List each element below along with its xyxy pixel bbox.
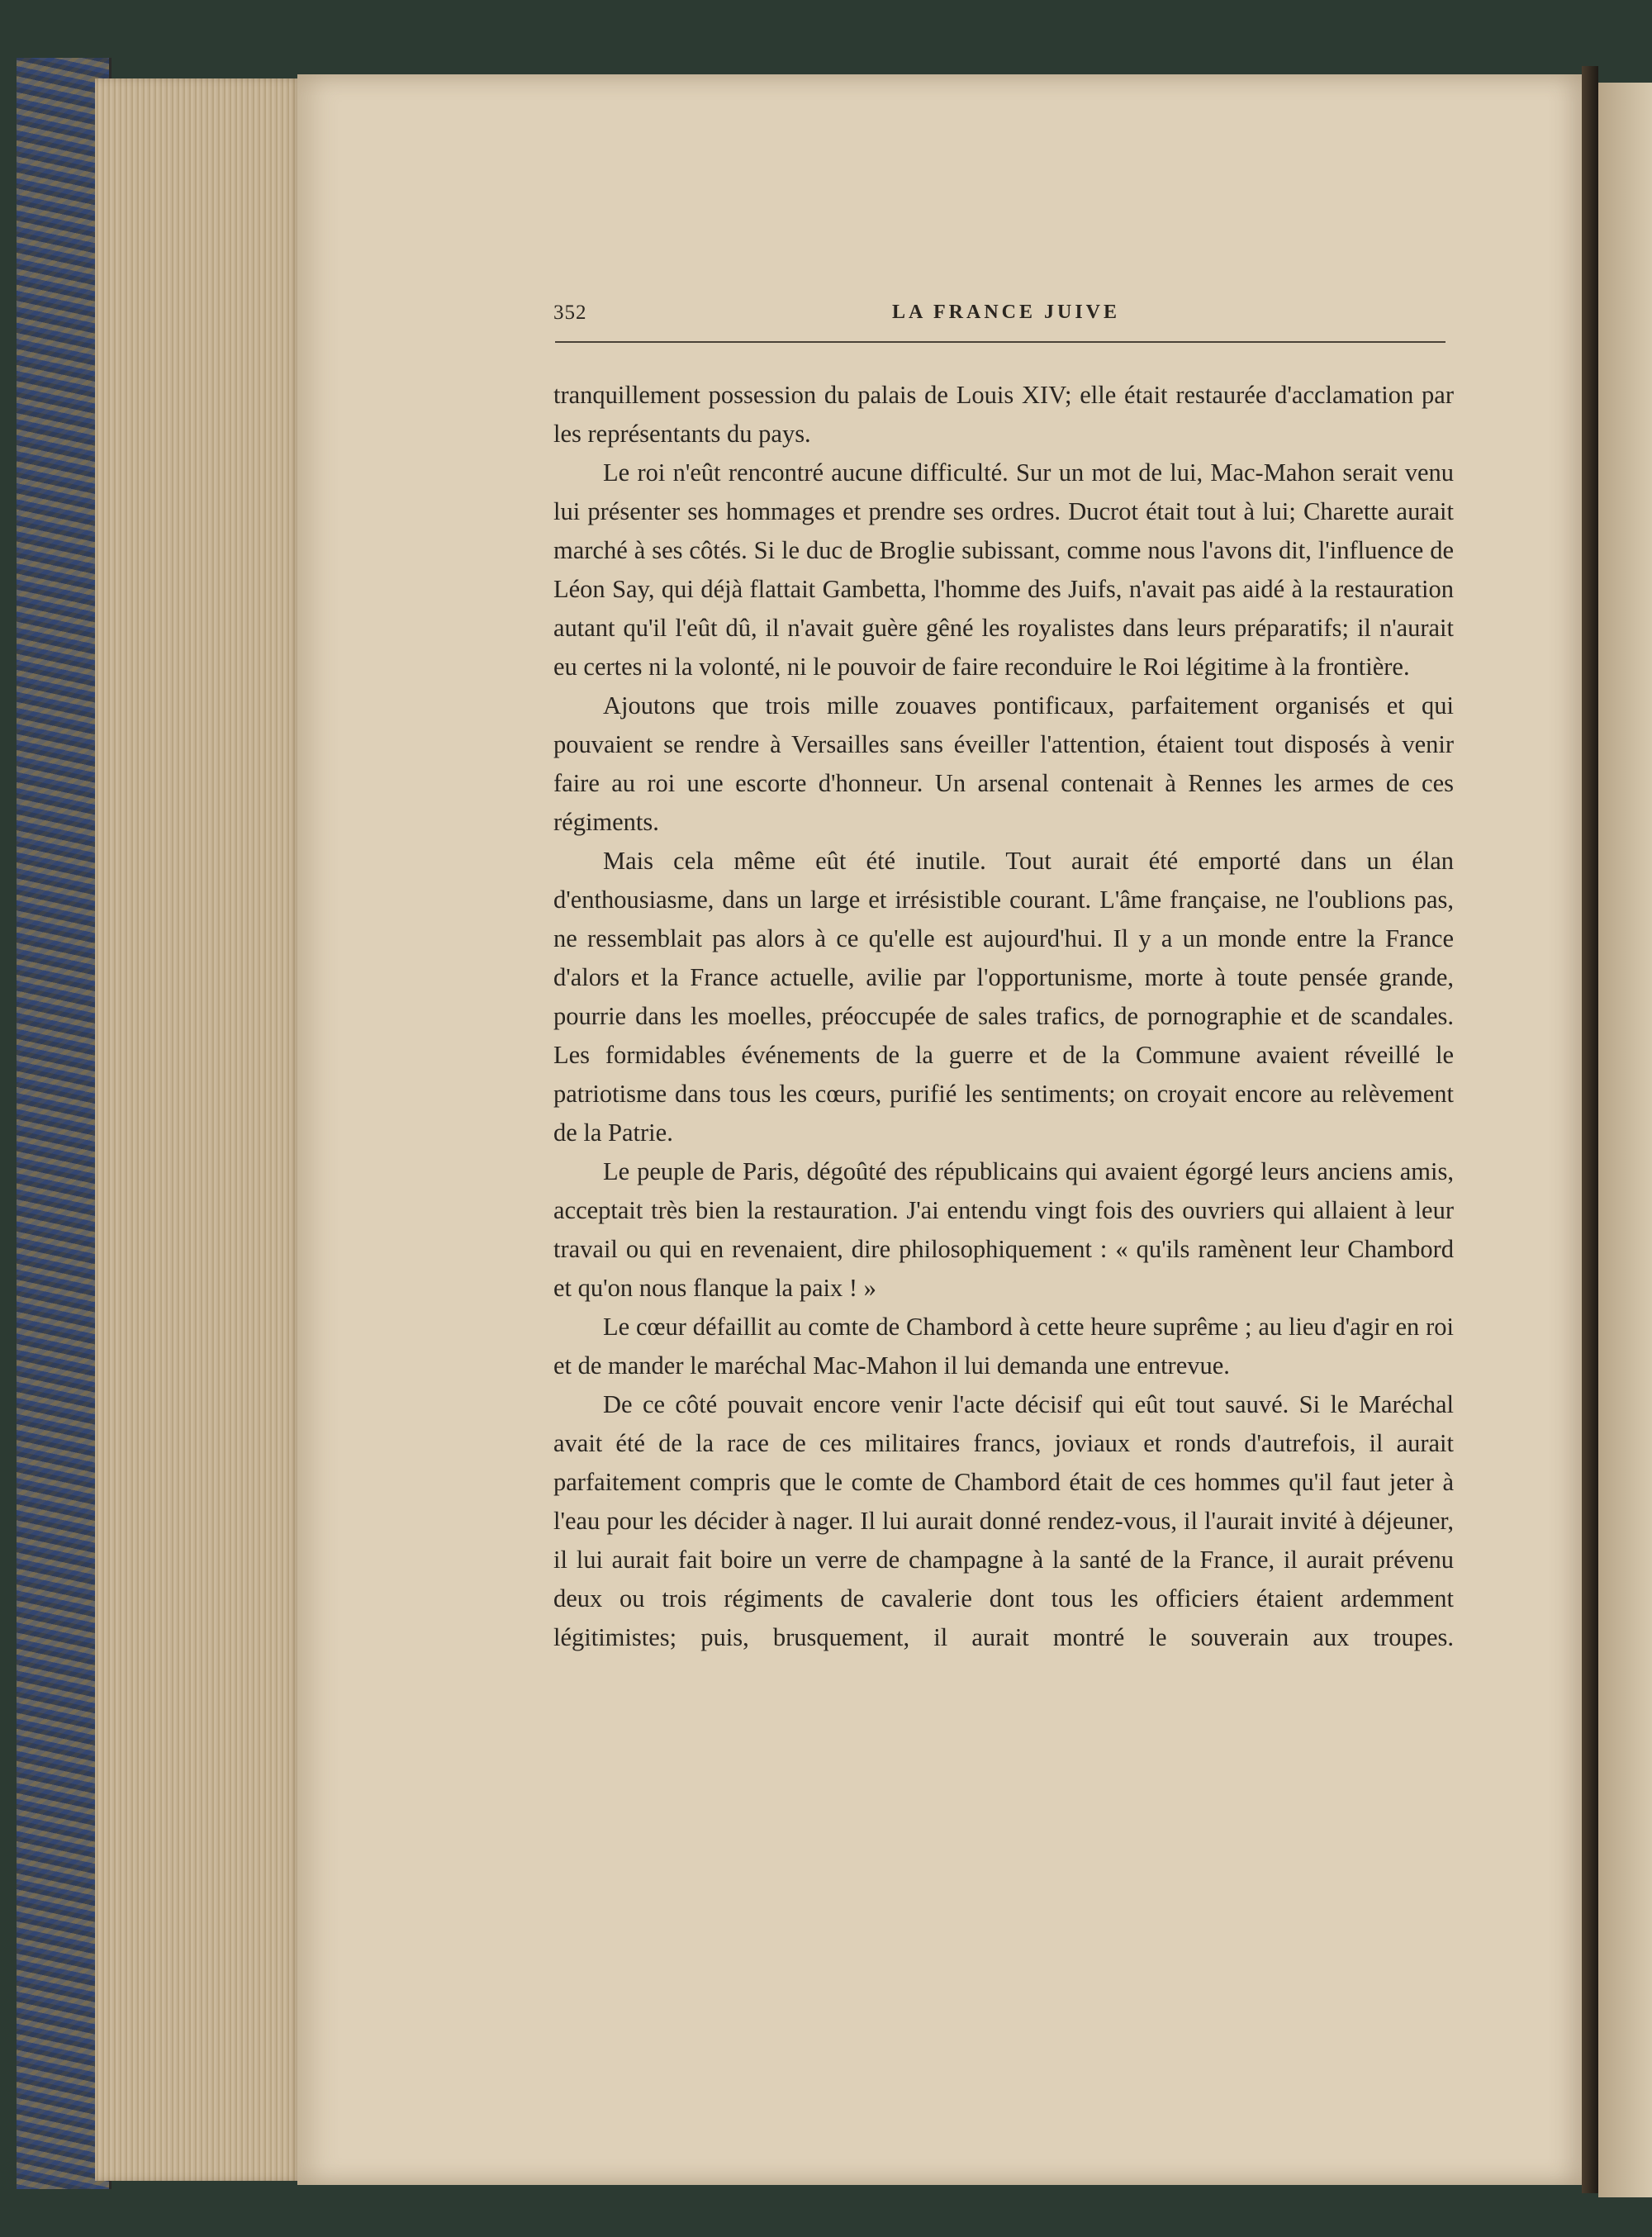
page-number: 352 bbox=[553, 302, 587, 324]
paragraph: Le roi n'eût rencontré aucune difficulté. Sur un mot de lui, Mac-Mahon serait venu lui présenter ses hommages et prendre ses ordres. Ducrot était tout à lui; Charette aurait marché à ses côtés. Si le duc de Broglie subissant, comme nous l'avons dit, l'influence de Léon Say, qui déjà flattait Gambetta, l'homme des Juifs, n'avait pas aidé à la restauration autant qu'il l'eût dû, il n'avait guère gêné les royalistes dans leurs préparatifs; il n'aurait eu certes ni la volonté, ni le pouvoir de faire reconduire le Roi légitime à la frontière. bbox=[553, 458, 1454, 681]
paragraph: Le cœur défaillit au comte de Chambord à cette heure suprême ; au lieu d'agir en roi et de mander le maréchal Mac-Mahon il lui demanda une entrevue. bbox=[553, 1313, 1454, 1380]
page-header bbox=[553, 302, 1446, 339]
page-edges bbox=[95, 78, 301, 2181]
paragraph: Mais cela même eût été inutile. Tout aurait été emporté dans un élan d'enthousiasme, dans un large et irrésistible courant. L'âme française, ne l'oublions pas, ne ressemblait pas alors à ce qu'elle est aujourd'hui. Il y a un monde entre la France d'alors et la France actuelle, avilie par l'opportunisme, morte à toute pensée grande, pourrie dans les moelles, préoccupée de sales trafics, de pornographie et de scandales. Les formidables événements de la guerre et de la Commune avaient réveillé le patriotisme dans tous les cœurs, purifié les sentiments; on croyait encore au relèvement de la Patrie. bbox=[553, 847, 1454, 1147]
running-title: LA FRANCE JUIVE bbox=[892, 302, 1121, 323]
paragraph: De ce côté pouvait encore venir l'acte décisif qui eût tout sauvé. Si le Maréchal avait été de la race de ces militaires francs, joviaux et ronds d'autrefois, il aurait parfaitement compris que le comte de Chambord était de ces hommes qu'il faut jeter à l'eau pour les décider à nager. Il lui aurait donné rendez-vous, il l'aurait invité à déjeuner, il lui aurait fait boire un verre de champagne à la santé de la France, il aurait prévenu deux ou trois régiments de cavalerie dont tous les officiers étaient ardemment légitimistes; puis, brusquement, il aurait montré le souverain aux troupes. bbox=[553, 1390, 1454, 1651]
header-rule bbox=[555, 341, 1446, 343]
paragraph: tranquillement possession du palais de Louis XIV; elle était restaurée d'acclamation par les représentants du pays. bbox=[553, 381, 1454, 448]
body-text bbox=[553, 376, 1454, 1657]
paragraph: Le peuple de Paris, dégoûté des républicains qui avaient égorgé leurs anciens amis, acceptait très bien la restauration. J'ai entendu vingt fois des ouvriers qui allaient à leur travail ou qui en revenaient, dire philosophiquement : « qu'ils ramènent leur Chambord et qu'on nous flanque la paix ! » bbox=[553, 1157, 1454, 1302]
facing-page-edge bbox=[1598, 83, 1652, 2197]
paragraph: Ajoutons que trois mille zouaves pontificaux, parfaitement organisés et qui pouvaient se rendre à Versailles sans éveiller l'attention, étaient tout disposés à venir faire au roi une escorte d'honneur. Un arsenal contenait à Rennes les armes de ces régiments. bbox=[553, 691, 1454, 836]
gutter bbox=[1582, 66, 1598, 2193]
